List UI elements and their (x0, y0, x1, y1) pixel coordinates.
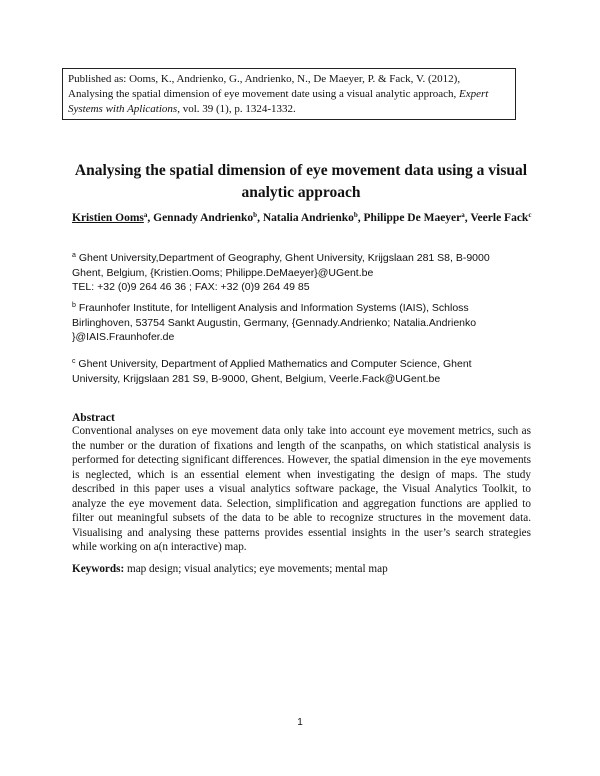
author-5-name: Veerle Fack (470, 212, 529, 224)
publication-note-line-3 (68, 102, 510, 117)
author-5-affiliation: c (528, 211, 532, 219)
publication-note-line-3-text: , vol. 39 (1), p. 1324-1332. (177, 103, 296, 115)
affiliation-c-text-1: Ghent University, Department of Applied Mathematics and Computer Science, Ghent (78, 358, 472, 370)
page-number: 1 (297, 717, 303, 728)
author-2 (153, 212, 263, 224)
publication-note-line-2-text: Analysing the spatial dimension of eye movement date using a visual analytic approach, (68, 88, 460, 100)
affiliation-b (72, 301, 542, 345)
publication-note-journal-part-1: Expert (459, 88, 489, 100)
affiliation-b-line-3: }@IAIS.Fraunhofer.de (72, 331, 175, 343)
affiliation-c-line-1 (72, 357, 542, 372)
affiliation-a-line-2: Ghent, Belgium, {Kristien.Ooms; Philippe.DeMaeyer}@UGent.be (72, 266, 374, 279)
affiliation-b-line-1 (72, 301, 542, 316)
author-4-affiliation: a (461, 211, 465, 219)
keywords-text: map design; visual analytics; eye movements; mental map (124, 563, 388, 575)
paper-title-line-2: analytic approach (241, 184, 361, 201)
author-separator: , (464, 212, 471, 224)
affiliation-a-text-1: Ghent University,Department of Geography, Ghent University, Krijgslaan 281 S8, B-9000 (78, 252, 490, 264)
keywords (72, 562, 532, 576)
author-separator: , (147, 212, 154, 224)
affiliation-a-label: a (72, 252, 76, 259)
author-3-name: Natalia Andrienko (262, 212, 354, 224)
affiliation-c-label: c (72, 358, 76, 365)
affiliation-b-label: b (72, 302, 76, 309)
publication-note-line-2 (68, 87, 510, 102)
author-1-name: Kristien Ooms (72, 212, 144, 224)
abstract-heading: Abstract (72, 412, 115, 424)
author-4 (364, 212, 471, 224)
author-separator: , (357, 212, 364, 224)
affiliation-b-text-1: Fraunhofer Institute, for Intelligent Analysis and Information Systems (IAIS), Schloss (78, 302, 469, 314)
author-3-affiliation: b (353, 211, 358, 219)
author-2-name: Gennady Andrienko (153, 212, 254, 224)
keywords-label: Keywords: (72, 563, 125, 575)
author-1 (72, 212, 153, 224)
affiliation-a-line-1 (72, 251, 542, 266)
affiliation-a (72, 251, 542, 295)
paper-title-line-1: Analysing the spatial dimension of eye movement data using a visual (74, 162, 528, 179)
publication-note-journal-part-2: Systems with Aplications (68, 103, 178, 115)
author-1-affiliation: a (143, 211, 148, 219)
author-separator: , (257, 212, 263, 224)
paper-title (62, 160, 540, 204)
publication-note-box (62, 68, 516, 120)
affiliation-b-line-2: Birlinghoven, 53754 Sankt Augustin, Germany, {Gennady.Andrienko; Natalia.Andrienko (72, 316, 477, 329)
author-5 (470, 212, 531, 224)
publication-note-line-1: Published as: Ooms, K., Andrienko, G., Andrienko, N., De Maeyer, P. & Fack, V. (2012), (68, 73, 461, 85)
author-list (72, 211, 542, 225)
author-4-name: Philippe De Maeyer (363, 212, 462, 224)
affiliation-c (72, 357, 542, 386)
affiliation-c-line-2: University, Krijgslaan 281 S9, B-9000, Ghent, Belgium, Veerle.Fack@UGent.be (72, 372, 441, 385)
author-3 (263, 212, 364, 224)
author-2-affiliation: b (253, 211, 258, 219)
abstract-text: Conventional analyses on eye movement data only take into account eye movement metrics, such as the number or the duration of fixations and length of the scanpaths, on which statistical analysis is performed for detecting significant differences. However, the spatial dimension in the eye movements is neglected, which is an essential element when investigating the design of maps. The study described in this paper uses a visual analytics software package, the Visual Analytics Toolkit, to analyze the eye movement data. Selection, simplification and aggregation functions are applied to filter out meaningful subsets of the data to be able to recognize structures in the movement data. Visualising and analysing these patterns provides essential insights in the user’s search strategies while working on a(n interactive) map. (72, 425, 531, 553)
affiliation-a-line-3: TEL: +32 (0)9 264 46 36 ; FAX: +32 (0)9 264 49 85 (72, 281, 310, 293)
